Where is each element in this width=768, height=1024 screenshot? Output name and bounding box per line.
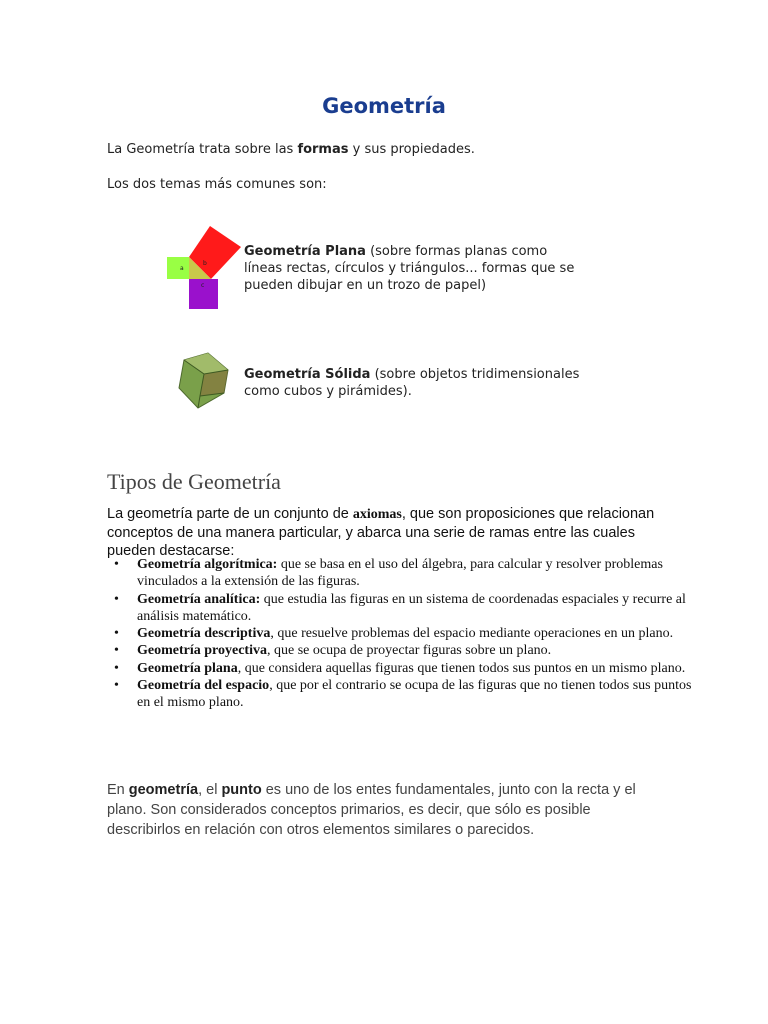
point-text-3: es uno de los entes fundamentales, junto con la recta y el plano. Son considerados conceptos primarios, es decir, que sólo es posible describirlos en relación con otros elementos similares o parecidos. (107, 782, 636, 838)
bullet: • (114, 591, 119, 607)
section-heading: Tipos de Geometría (107, 469, 281, 494)
type-name: Geometría proyectiva (137, 643, 267, 659)
type-desc: , que se ocupa de proyectar figuras sobre un plano. (266, 643, 552, 659)
bullet: • (114, 678, 119, 694)
type-desc: , que por el contrario se ocupa de las figuras que no tienen todos sus puntos en el mismo plano. (137, 678, 692, 711)
solid-geometry-item (244, 366, 584, 400)
list-item (114, 591, 697, 626)
geometry-types-list (107, 556, 697, 712)
bullet: • (114, 660, 119, 676)
bullet: • (114, 643, 119, 659)
label-b: b (203, 260, 207, 267)
section-intro-start: La geometría parte de un conjunto de (107, 506, 353, 522)
point-text-1: En (107, 782, 129, 798)
list-item (114, 660, 697, 677)
section-intro-bold-axiomas: axiomas (352, 507, 402, 522)
label-a: a (180, 265, 184, 272)
cube-figure (176, 350, 236, 414)
list-item (114, 677, 697, 712)
intro-bold-formas: formas (297, 142, 349, 157)
type-desc: , que resuelve problemas del espacio mediante operaciones en un plano. (270, 626, 674, 642)
type-name: Geometría plana (137, 660, 238, 676)
type-name: Geometría analítica: (137, 591, 261, 607)
plane-geometry-item (244, 243, 584, 294)
plane-geometry-name: Geometría Plana (244, 244, 366, 259)
type-name: Geometría algorítmica: (137, 557, 278, 572)
label-c: c (201, 282, 205, 289)
type-desc: que estudia las figuras en un sistema de coordenadas espaciales y recurre al análisis matemático. (137, 591, 686, 624)
list-item (114, 556, 697, 591)
type-name: Geometría del espacio (137, 678, 270, 694)
type-desc: , que considera aquellas figuras que tienen todos sus puntos en un mismo plano. (237, 660, 686, 676)
intro-text-start: La Geometría trata sobre las (107, 142, 298, 157)
point-bold-geometria: geometría (128, 782, 199, 798)
type-desc: que se basa en el uso del álgebra, para calcular y resolver problemas vinculados a la extensión de las figuras. (137, 557, 663, 590)
topics-lead: Los dos temas más comunes son: (107, 177, 327, 192)
pythagoras-figure (160, 224, 244, 312)
square-a (167, 257, 189, 279)
solid-geometry-name: Geometría Sólida (244, 367, 371, 382)
list-item (114, 642, 697, 659)
intro-text-end: y sus propiedades. (348, 142, 475, 157)
list-item (114, 625, 697, 642)
bullet: • (114, 626, 119, 642)
type-name: Geometría descriptiva (137, 626, 271, 642)
intro-paragraph (107, 142, 475, 157)
section-intro (107, 505, 667, 560)
section-intro-end: , que son proposiciones que relacionan conceptos de una manera particular, y abarca una serie de ramas entre las cuales pueden destacarse: (107, 506, 655, 559)
point-paragraph (107, 780, 667, 840)
point-bold-punto: punto (221, 782, 262, 798)
bullet: • (114, 557, 119, 572)
plane-geometry-desc: (sobre formas planas como líneas rectas, círculos y triángulos... formas que se pueden dibujar en un trozo de papel) (244, 244, 575, 293)
point-text-2: , el (198, 782, 222, 798)
solid-geometry-desc: (sobre objetos tridimensionales como cubos y pirámides). (244, 367, 580, 399)
page-title: Geometría (322, 94, 446, 118)
